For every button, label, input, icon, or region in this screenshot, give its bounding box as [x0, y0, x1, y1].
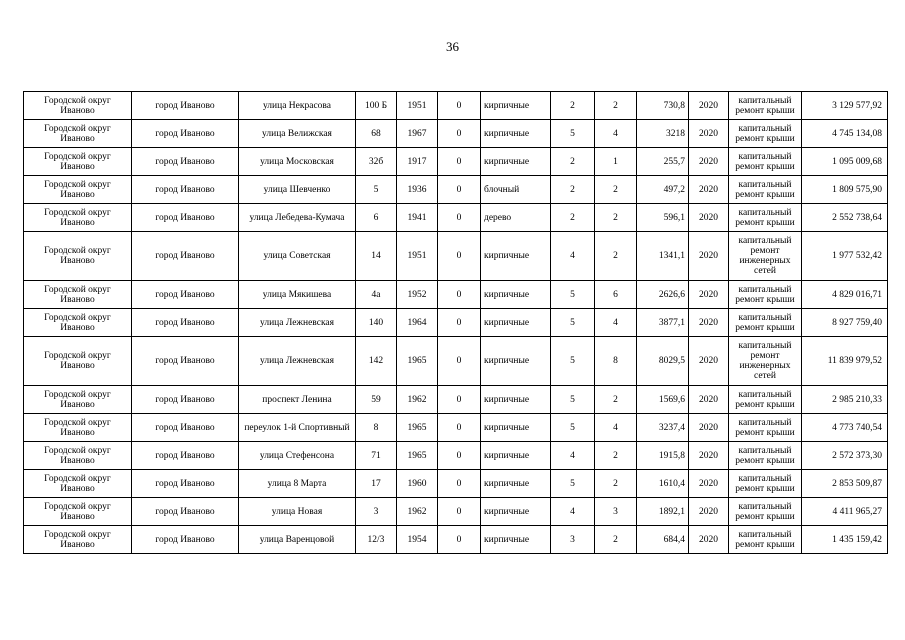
repair-program-table [23, 91, 888, 554]
area-cell: 1569,6 [637, 386, 689, 414]
table-row [24, 232, 888, 281]
cost-cell: 4 829 016,71 [802, 281, 888, 309]
plan-year-cell: 2020 [689, 232, 729, 281]
entrances-cell: 2 [595, 442, 637, 470]
house-number-cell: 4а [356, 281, 397, 309]
entrances-cell: 2 [595, 176, 637, 204]
work-type-cell: капитальный ремонт крыши [729, 92, 802, 120]
house-number-cell: 142 [356, 337, 397, 386]
cost-cell: 2 552 738,64 [802, 204, 888, 232]
area-cell: 3237,4 [637, 414, 689, 442]
street-cell: улица Мякишева [239, 281, 356, 309]
entrances-cell: 2 [595, 470, 637, 498]
cost-cell: 4 745 134,08 [802, 120, 888, 148]
house-number-cell: 100 Б [356, 92, 397, 120]
area-cell: 684,4 [637, 526, 689, 554]
flag-cell: 0 [438, 281, 481, 309]
municipality-cell: Городской округ Иваново [24, 414, 132, 442]
entrances-cell: 2 [595, 204, 637, 232]
street-cell: улица Варенцовой [239, 526, 356, 554]
page-number: 36 [446, 39, 459, 54]
settlement-cell: город Иваново [132, 337, 239, 386]
flag-cell: 0 [438, 148, 481, 176]
build-year-cell: 1964 [397, 309, 438, 337]
municipality-cell: Городской округ Иваново [24, 337, 132, 386]
settlement-cell: город Иваново [132, 232, 239, 281]
flag-cell: 0 [438, 337, 481, 386]
work-type-cell: капитальный ремонт крыши [729, 470, 802, 498]
wall-material-cell: кирпичные [481, 414, 551, 442]
wall-material-cell: кирпичные [481, 442, 551, 470]
settlement-cell: город Иваново [132, 176, 239, 204]
work-type-cell: капитальный ремонт инженерных сетей [729, 337, 802, 386]
area-cell: 255,7 [637, 148, 689, 176]
area-cell: 3877,1 [637, 309, 689, 337]
wall-material-cell: дерево [481, 204, 551, 232]
floors-cell: 4 [551, 232, 595, 281]
floors-cell: 3 [551, 526, 595, 554]
cost-cell: 4 773 740,54 [802, 414, 888, 442]
floors-cell: 5 [551, 120, 595, 148]
plan-year-cell: 2020 [689, 414, 729, 442]
street-cell: улица Новая [239, 498, 356, 526]
flag-cell: 0 [438, 414, 481, 442]
floors-cell: 2 [551, 176, 595, 204]
cost-cell: 1 809 575,90 [802, 176, 888, 204]
entrances-cell: 2 [595, 92, 637, 120]
work-type-cell: капитальный ремонт крыши [729, 120, 802, 148]
cost-cell: 1 977 532,42 [802, 232, 888, 281]
settlement-cell: город Иваново [132, 442, 239, 470]
floors-cell: 5 [551, 470, 595, 498]
table-row [24, 386, 888, 414]
work-type-cell: капитальный ремонт крыши [729, 281, 802, 309]
municipality-cell: Городской округ Иваново [24, 120, 132, 148]
wall-material-cell: кирпичные [481, 309, 551, 337]
settlement-cell: город Иваново [132, 309, 239, 337]
settlement-cell: город Иваново [132, 414, 239, 442]
table-row [24, 92, 888, 120]
municipality-cell: Городской округ Иваново [24, 386, 132, 414]
house-number-cell: 14 [356, 232, 397, 281]
house-number-cell: 6 [356, 204, 397, 232]
settlement-cell: город Иваново [132, 148, 239, 176]
municipality-cell: Городской округ Иваново [24, 442, 132, 470]
municipality-cell: Городской округ Иваново [24, 176, 132, 204]
street-cell: улица Шевченко [239, 176, 356, 204]
settlement-cell: город Иваново [132, 120, 239, 148]
floors-cell: 5 [551, 414, 595, 442]
table-row [24, 526, 888, 554]
build-year-cell: 1951 [397, 92, 438, 120]
plan-year-cell: 2020 [689, 442, 729, 470]
cost-cell: 2 985 210,33 [802, 386, 888, 414]
settlement-cell: город Иваново [132, 281, 239, 309]
work-type-cell: капитальный ремонт крыши [729, 414, 802, 442]
entrances-cell: 4 [595, 414, 637, 442]
area-cell: 1610,4 [637, 470, 689, 498]
house-number-cell: 5 [356, 176, 397, 204]
entrances-cell: 2 [595, 232, 637, 281]
area-cell: 2626,6 [637, 281, 689, 309]
build-year-cell: 1952 [397, 281, 438, 309]
flag-cell: 0 [438, 386, 481, 414]
cost-cell: 8 927 759,40 [802, 309, 888, 337]
area-cell: 8029,5 [637, 337, 689, 386]
house-number-cell: 59 [356, 386, 397, 414]
table-row [24, 498, 888, 526]
street-cell: улица Стефенсона [239, 442, 356, 470]
work-type-cell: капитальный ремонт инженерных сетей [729, 232, 802, 281]
plan-year-cell: 2020 [689, 120, 729, 148]
municipality-cell: Городской округ Иваново [24, 281, 132, 309]
plan-year-cell: 2020 [689, 386, 729, 414]
entrances-cell: 1 [595, 148, 637, 176]
municipality-cell: Городской округ Иваново [24, 470, 132, 498]
plan-year-cell: 2020 [689, 309, 729, 337]
build-year-cell: 1941 [397, 204, 438, 232]
entrances-cell: 2 [595, 386, 637, 414]
entrances-cell: 3 [595, 498, 637, 526]
build-year-cell: 1967 [397, 120, 438, 148]
flag-cell: 0 [438, 498, 481, 526]
wall-material-cell: кирпичные [481, 526, 551, 554]
cost-cell: 4 411 965,27 [802, 498, 888, 526]
area-cell: 1915,8 [637, 442, 689, 470]
cost-cell: 1 095 009,68 [802, 148, 888, 176]
table-row [24, 176, 888, 204]
wall-material-cell: кирпичные [481, 470, 551, 498]
entrances-cell: 6 [595, 281, 637, 309]
area-cell: 596,1 [637, 204, 689, 232]
street-cell: проспект Ленина [239, 386, 356, 414]
build-year-cell: 1965 [397, 442, 438, 470]
street-cell: улица Советская [239, 232, 356, 281]
work-type-cell: капитальный ремонт крыши [729, 442, 802, 470]
wall-material-cell: кирпичные [481, 498, 551, 526]
floors-cell: 5 [551, 281, 595, 309]
build-year-cell: 1917 [397, 148, 438, 176]
cost-cell: 3 129 577,92 [802, 92, 888, 120]
house-number-cell: 68 [356, 120, 397, 148]
plan-year-cell: 2020 [689, 92, 729, 120]
floors-cell: 2 [551, 92, 595, 120]
plan-year-cell: 2020 [689, 498, 729, 526]
work-type-cell: капитальный ремонт крыши [729, 386, 802, 414]
entrances-cell: 8 [595, 337, 637, 386]
plan-year-cell: 2020 [689, 176, 729, 204]
work-type-cell: капитальный ремонт крыши [729, 204, 802, 232]
build-year-cell: 1954 [397, 526, 438, 554]
house-number-cell: 32б [356, 148, 397, 176]
build-year-cell: 1965 [397, 337, 438, 386]
flag-cell: 0 [438, 92, 481, 120]
wall-material-cell: кирпичные [481, 232, 551, 281]
area-cell: 1341,1 [637, 232, 689, 281]
street-cell: улица Некрасова [239, 92, 356, 120]
wall-material-cell: кирпичные [481, 120, 551, 148]
build-year-cell: 1962 [397, 386, 438, 414]
plan-year-cell: 2020 [689, 148, 729, 176]
table-row [24, 120, 888, 148]
house-number-cell: 3 [356, 498, 397, 526]
work-type-cell: капитальный ремонт крыши [729, 148, 802, 176]
floors-cell: 4 [551, 442, 595, 470]
floors-cell: 5 [551, 337, 595, 386]
house-number-cell: 71 [356, 442, 397, 470]
floors-cell: 5 [551, 386, 595, 414]
table-row [24, 337, 888, 386]
municipality-cell: Городской округ Иваново [24, 148, 132, 176]
table-row [24, 204, 888, 232]
plan-year-cell: 2020 [689, 470, 729, 498]
wall-material-cell: кирпичные [481, 281, 551, 309]
house-number-cell: 12/3 [356, 526, 397, 554]
wall-material-cell: блочный [481, 176, 551, 204]
table-row [24, 148, 888, 176]
street-cell: улица 8 Марта [239, 470, 356, 498]
table-row [24, 414, 888, 442]
municipality-cell: Городской округ Иваново [24, 526, 132, 554]
settlement-cell: город Иваново [132, 204, 239, 232]
municipality-cell: Городской округ Иваново [24, 498, 132, 526]
flag-cell: 0 [438, 120, 481, 148]
build-year-cell: 1960 [397, 470, 438, 498]
municipality-cell: Городской округ Иваново [24, 309, 132, 337]
floors-cell: 2 [551, 148, 595, 176]
municipality-cell: Городской округ Иваново [24, 92, 132, 120]
floors-cell: 5 [551, 309, 595, 337]
plan-year-cell: 2020 [689, 281, 729, 309]
work-type-cell: капитальный ремонт крыши [729, 526, 802, 554]
street-cell: улица Лежневская [239, 309, 356, 337]
house-number-cell: 8 [356, 414, 397, 442]
build-year-cell: 1965 [397, 414, 438, 442]
plan-year-cell: 2020 [689, 204, 729, 232]
area-cell: 1892,1 [637, 498, 689, 526]
floors-cell: 2 [551, 204, 595, 232]
house-number-cell: 140 [356, 309, 397, 337]
entrances-cell: 4 [595, 309, 637, 337]
settlement-cell: город Иваново [132, 386, 239, 414]
wall-material-cell: кирпичные [481, 337, 551, 386]
flag-cell: 0 [438, 526, 481, 554]
build-year-cell: 1936 [397, 176, 438, 204]
cost-cell: 1 435 159,42 [802, 526, 888, 554]
street-cell: улица Московская [239, 148, 356, 176]
cost-cell: 11 839 979,52 [802, 337, 888, 386]
plan-year-cell: 2020 [689, 337, 729, 386]
table-row [24, 470, 888, 498]
settlement-cell: город Иваново [132, 498, 239, 526]
build-year-cell: 1962 [397, 498, 438, 526]
work-type-cell: капитальный ремонт крыши [729, 309, 802, 337]
municipality-cell: Городской округ Иваново [24, 232, 132, 281]
wall-material-cell: кирпичные [481, 386, 551, 414]
flag-cell: 0 [438, 176, 481, 204]
street-cell: переулок 1-й Спортивный [239, 414, 356, 442]
table-row [24, 309, 888, 337]
settlement-cell: город Иваново [132, 92, 239, 120]
entrances-cell: 2 [595, 526, 637, 554]
area-cell: 730,8 [637, 92, 689, 120]
flag-cell: 0 [438, 309, 481, 337]
settlement-cell: город Иваново [132, 470, 239, 498]
work-type-cell: капитальный ремонт крыши [729, 498, 802, 526]
plan-year-cell: 2020 [689, 526, 729, 554]
build-year-cell: 1951 [397, 232, 438, 281]
table-row [24, 281, 888, 309]
street-cell: улица Лебедева-Кумача [239, 204, 356, 232]
cost-cell: 2 572 373,30 [802, 442, 888, 470]
municipality-cell: Городской округ Иваново [24, 204, 132, 232]
street-cell: улица Велижская [239, 120, 356, 148]
cost-cell: 2 853 509,87 [802, 470, 888, 498]
area-cell: 3218 [637, 120, 689, 148]
wall-material-cell: кирпичные [481, 148, 551, 176]
flag-cell: 0 [438, 470, 481, 498]
flag-cell: 0 [438, 232, 481, 281]
house-number-cell: 17 [356, 470, 397, 498]
flag-cell: 0 [438, 442, 481, 470]
area-cell: 497,2 [637, 176, 689, 204]
table-row [24, 442, 888, 470]
street-cell: улица Лежневская [239, 337, 356, 386]
floors-cell: 4 [551, 498, 595, 526]
work-type-cell: капитальный ремонт крыши [729, 176, 802, 204]
flag-cell: 0 [438, 204, 481, 232]
settlement-cell: город Иваново [132, 526, 239, 554]
wall-material-cell: кирпичные [481, 92, 551, 120]
entrances-cell: 4 [595, 120, 637, 148]
